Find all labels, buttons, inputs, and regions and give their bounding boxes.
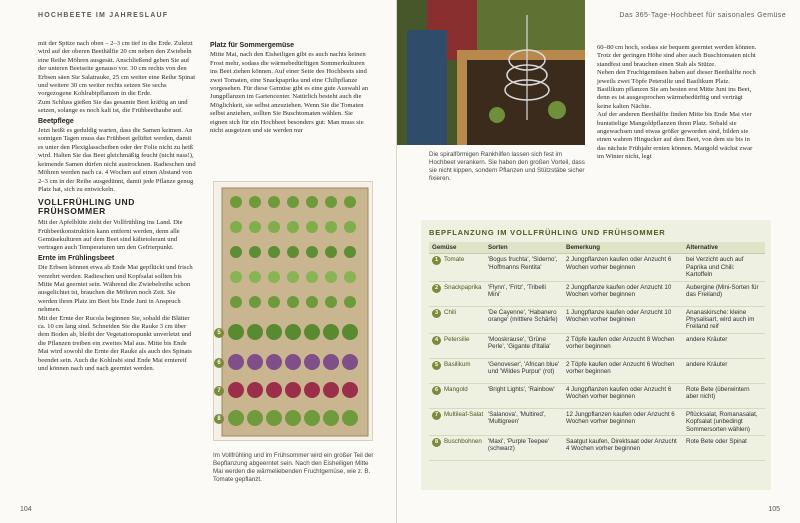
plant-symbol [344,271,356,283]
table-header-row [429,242,765,254]
plant-symbol [287,246,299,258]
photo-spiral-supports [397,0,585,145]
plant-symbol [228,382,244,398]
plant-symbol [249,271,261,283]
cell-gemuese [429,254,485,281]
plant-symbol [323,410,339,426]
text-column-a [38,40,196,373]
plant-symbol [325,296,337,308]
paragraph: Die Erbsen können etwa ab Ende Mai gepflückt und frisch verzehrt werden. Radieschen und Kopfsalat sollten bis Mitte Mai geerntet sein. Während die Zwiebelreihe schon ausgelichtet ist, brauchen die Möhren noch Zeit. Sie werden ihren Platz im Beet bis Ende Juni in Anspruch nehmen. [38,264,193,314]
col-header: Alternative [683,242,765,254]
vegetable-name: Petersilie [444,335,470,343]
plant-symbol [287,296,299,308]
plant-symbol [342,324,358,340]
plant-symbol [344,196,356,208]
plant-symbol [230,221,242,233]
plant-symbol [228,410,244,426]
page-number-right: 105 [768,506,780,513]
cell-gemuese [429,358,485,383]
plant-symbol [287,271,299,283]
plant-symbol [249,246,261,258]
plant-symbol [228,324,244,340]
plant-symbol [230,246,242,258]
table-row [429,436,765,461]
cell-sorten: 'Maxi', 'Purple Teepee' (schwarz) [485,436,563,461]
bed-plan-svg [214,182,374,442]
cell-alternative: Rote Bete oder Spinat [683,436,765,461]
plant-symbol [304,324,320,340]
plant-symbol [249,196,261,208]
vegetable-name: Tomate [444,256,465,264]
row-number-badge: 2 [432,284,441,293]
cell-alternative: andere Kräuter [683,358,765,383]
cell-sorten: 'Genoveser', 'African blue' und 'Wildes Purpur' (rot) [485,358,563,383]
running-header-left: HOCHBEETE IM JAHRESLAUF [38,12,169,19]
text-column-c [597,44,757,162]
paragraph: Jetzt heißt es geduldig warten, dass die Samen keimen. An sonnigen Tagen muss das Frühbeet gelüftet werden, damit es unter den Plexiglasscheiben oder der Folie nicht zu heiß wird. Halten Sie das Beet gleichmäßig feucht (nicht nass!), keimende Samen dürfen nicht austrocknen. Radieschen und Möhren werden nach ca. 4 Wochen auf einen Abstand von 2–3 cm in der Reihe ausgedünnt, damit jede Pflanze genug Platz hat, sich zu entwickeln. [38,127,196,193]
cell-gemuese [429,281,485,306]
cell-alternative: bei Verzicht auch auf Paprika und Chili: Kartoffeln [683,254,765,281]
cell-sorten: 'De Cayenne', 'Habanero orange' (mittlere Schärfe) [485,306,563,333]
raised-bed-illustration [213,181,373,441]
section-heading: VOLLFRÜHLING UND FRÜHSOMMER [38,197,135,216]
cell-sorten: 'Bogus fruchta', 'Siderno', 'Hoffmanns Rentita' [485,254,563,281]
plant-symbol [247,324,263,340]
running-header-right: Das 365-Tage-Hochbeet für saisonales Gemüse [619,12,786,19]
cell-alternative: andere Kräuter [683,333,765,358]
plant-symbol [344,246,356,258]
plant-symbol [266,382,282,398]
plant-symbol [304,382,320,398]
vegetable-name: Snackpaprika [444,283,482,291]
plan-marker: 8 [214,414,224,424]
plant-symbol [247,354,263,370]
vegetable-name: Chili [444,308,457,316]
plan-marker: 5 [214,328,224,338]
cell-alternative: Aubergine (Mini-Sorten für das Freiland) [683,281,765,306]
left-page [0,0,397,523]
plant-symbol [325,271,337,283]
plant-symbol [306,196,318,208]
planting-table [429,242,765,461]
plan-marker: 6 [214,358,224,368]
cell-alternative: Ananaskirsche: kleine Physalisart, wird auch im Freiland reif [683,306,765,333]
cell-sorten: 'Salanova', 'Multired', 'Multigreen' [485,408,563,435]
plant-symbol [304,354,320,370]
paragraph: Mit der Ernte der Rucola beginnen Sie, sobald die Blätter ca. 10 cm lang sind. Schneiden Sie die Rauke 3 cm über dem Boden ab, bleibt der Vegetationspunkt unverletzt und die Pflanzen treiben ein zweites Mal aus. Mitte bis Ende Mai wird sowohl die Ernte der Rauke als auch des Spinats beendet sein. Auch die Kohlrabi sind Ende Mai erntereif und können nach und nach geerntet werden. [38,314,192,373]
plant-symbol [287,221,299,233]
col-header: Bemerkung [563,242,683,254]
plant-symbol [247,382,263,398]
plant-symbol [266,410,282,426]
plant-symbol [323,324,339,340]
row-number-badge: 5 [432,361,441,370]
plant-symbol [268,271,280,283]
plant-symbol [285,354,301,370]
section-heading: Beetpflege [38,117,74,125]
plant-symbol [306,221,318,233]
plant-symbol [342,382,358,398]
plant-symbol [306,271,318,283]
paragraph: 60–80 cm hoch, sodass sie bequem geerntet werden können. Trotz der geringen Höhe sind aber auch Buschtomaten nicht standfest und brauchen einen Stab als Stütze. [597,44,757,68]
plant-symbol [249,296,261,308]
cell-bemerkung: 2 Töpfe kaufen oder Anzucht 8 Wochen vorher beginnen [563,333,683,358]
cell-gemuese [429,306,485,333]
cell-sorten: 'Mooskrause', 'Grüne Perle', 'Gigante d'Italia' [485,333,563,358]
plant-symbol [249,221,261,233]
photo-caption: Die spiralförmigen Rankhilfen lassen sich fest im Hochbeet verankern. Sie haben den großen Vorteil, dass sie nicht kippen, sondern Pflanzen und Stützstäbe sicher fixieren. [429,151,585,182]
cell-alternative: Pflücksalat, Romanasalat, Kopfsalat (unbedingt Sommersorten wählen) [683,408,765,435]
row-number-badge: 8 [432,438,441,447]
plant-symbol [230,196,242,208]
row-number-badge: 1 [432,256,441,265]
plant-symbol [268,246,280,258]
plant-symbol [344,296,356,308]
plant-symbol [230,296,242,308]
cell-bemerkung: 2 Töpfe kaufen oder Anzucht 6 Wochen vorher beginnen [563,358,683,383]
col-header: Sorten [485,242,563,254]
plant-symbol [342,354,358,370]
plant-symbol [266,354,282,370]
row-number-badge: 7 [432,411,441,420]
plant-symbol [230,271,242,283]
cell-sorten: 'Bright Lights', 'Rainbow' [485,383,563,408]
plant-symbol [323,382,339,398]
plant-symbol [344,221,356,233]
plant-symbol [228,354,244,370]
cell-sorten: 'Flynn', 'Fritz', 'Tribelli Mini' [485,281,563,306]
plant-symbol [306,246,318,258]
right-page [397,0,800,523]
plant-symbol [266,324,282,340]
plant-symbol [268,221,280,233]
vegetable-name: Multileaf-Salat [444,410,484,418]
table-title: BEPFLANZUNG IM VOLLFRÜHLING UND FRÜHSOMMER [429,228,666,237]
vegetable-name: Mangold [444,385,468,393]
illustration-caption: Im Vollfrühling und im Frühsommer wird ein großer Teil der Bepflanzung abgeerntet sein. Nach den Eisheiligen Mitte Mai werden die wärmeliebenden Fruchtgemüse, wie z. B. Tomate gepflanzt. [213,452,374,483]
plant-symbol [342,410,358,426]
cell-gemuese [429,333,485,358]
paragraph: Auf der anderen Beethälfte finden Mitte bis Ende Mai vier buntstielige Mangoldpflanzen ihren Platz. Sobald sie angewachsen und etwas größer geworden sind, bilden sie einen wahren Hingucker auf dem Beet, von dem sie bis in das nächste Frühjahr ernten können. Mangold wächst zwar im Winter nicht, legt [597,111,753,161]
table-row [429,358,765,383]
cell-gemuese [429,408,485,435]
row-number-badge: 3 [432,309,441,318]
plan-marker: 7 [214,386,224,396]
plant-symbol [325,196,337,208]
table-row [429,408,765,435]
paragraph: Neben den Fruchtgemüsen haben auf dieser Beethälfte noch jeweils zwei Töpfe Petersilie und Basilikum Platz. Basilikum pflanzen Sie am besten erst Mitte Juni ins Beet, denn es ist ausgesprochen wärmebedürftig und verträgt keine kalten Nächte. [597,69,756,110]
row-number-badge: 6 [432,386,441,395]
plant-symbol [306,296,318,308]
plant-symbol [323,354,339,370]
plant-symbol [268,296,280,308]
page-number-left: 104 [20,506,32,513]
plant-symbol [285,324,301,340]
table-row [429,306,765,333]
paragraph: Mit der Apfelblüte zieht der Vollfrühling ins Land. Die Frühbeetkonstruktion kann entfernt werden, denn alle Gemüsekulturen auf dem Beet sind kältetolerant und vertragen auch Temperaturen um den Gefrierpunkt. [38,219,183,252]
row-number-badge: 4 [432,336,441,345]
plant-symbol [268,196,280,208]
paragraph: mit der Spitze nach oben – 2–3 cm tief in die Erde. Zuletzt wird auf der oberen Beethälfte 20 cm neben den Zwiebeln eine Reihe Möhren ausgesät. Anschließend geben Sie auf der unteren Beetseite genauso vor. 30 cm rechts von den Erbsen säen Sie Salatrauke, 25 cm weiter eine Reihe Spinat und weitere 30 cm weiter rechts setzen Sie sechs vorgezogene Kohlrabipflanzen in die Erde. [38,40,196,98]
plant-symbol [247,410,263,426]
plant-symbol [285,382,301,398]
paragraph: Zum Schluss gießen Sie das gesamte Beet kräftig an und setzen, solange es noch kalt ist, die Frühbeethaube auf. [38,98,188,115]
text-column-b [210,40,372,135]
table-row [429,254,765,281]
section-heading: Platz für Sommergemüse [210,42,295,49]
cell-alternative: Rote Bete (überwintern aber nicht) [683,383,765,408]
cell-bemerkung: 4 Jungpflanzen kaufen oder Anzucht 6 Wochen vorher beginnen [563,383,683,408]
cell-gemuese [429,383,485,408]
section-heading: Ernte im Frühlingsbeet [38,254,115,262]
plant-symbol [325,246,337,258]
cell-bemerkung: 1 Jungpflanze kaufen oder Anzucht 10 Wochen vorher beginnen [563,306,683,333]
paragraph: Mitte Mai, nach den Eisheiligen gibt es auch nachts keinen Frost mehr, sodass die wärmebedürftigen Sommerkulturen ins Beet ziehen können. Auf einer Seite des Hochbeets sind zwei Tomaten, eine Snackpaprika und eine Chilipflanze vorgesehen. Für diese Gemüse gibt es eine gute Auswahl an Jungpflanzen im Gartencenter. Natürlich besteht auch die Möglichkeit, sie selbst anzuziehen. Wenn Sie die Tomaten selbst anziehen, sollten Sie Buschtomaten wählen. Sie eignen sich für ein Hochbeet besonders gut: Man muss sie nicht ausgeizen und sie werden nur [210,51,369,135]
cell-bemerkung: 2 Jungpflanzen kaufen oder Anzucht 6 Wochen vorher beginnen [563,254,683,281]
plant-symbol [325,221,337,233]
table-row [429,333,765,358]
col-header: Gemüse [429,242,485,254]
plant-symbol [304,410,320,426]
cell-bemerkung: Saatgut kaufen, Direktsaat oder Anzucht 4 Wochen vorher beginnen [563,436,683,461]
table-row [429,383,765,408]
vegetable-name: Basilikum [444,360,471,368]
plant-symbol [287,196,299,208]
cell-bemerkung: 12 Jungpflanzen kaufen oder Anzucht 6 Wochen vorher beginnen [563,408,683,435]
cell-gemuese [429,436,485,461]
table-row [429,281,765,306]
cell-bemerkung: 2 Jungpflanze kaufen oder Anzucht 10 Wochen vorher beginnen [563,281,683,306]
plant-symbol [285,410,301,426]
vegetable-name: Buschbohnen [444,438,482,446]
planting-table-box [421,220,771,490]
